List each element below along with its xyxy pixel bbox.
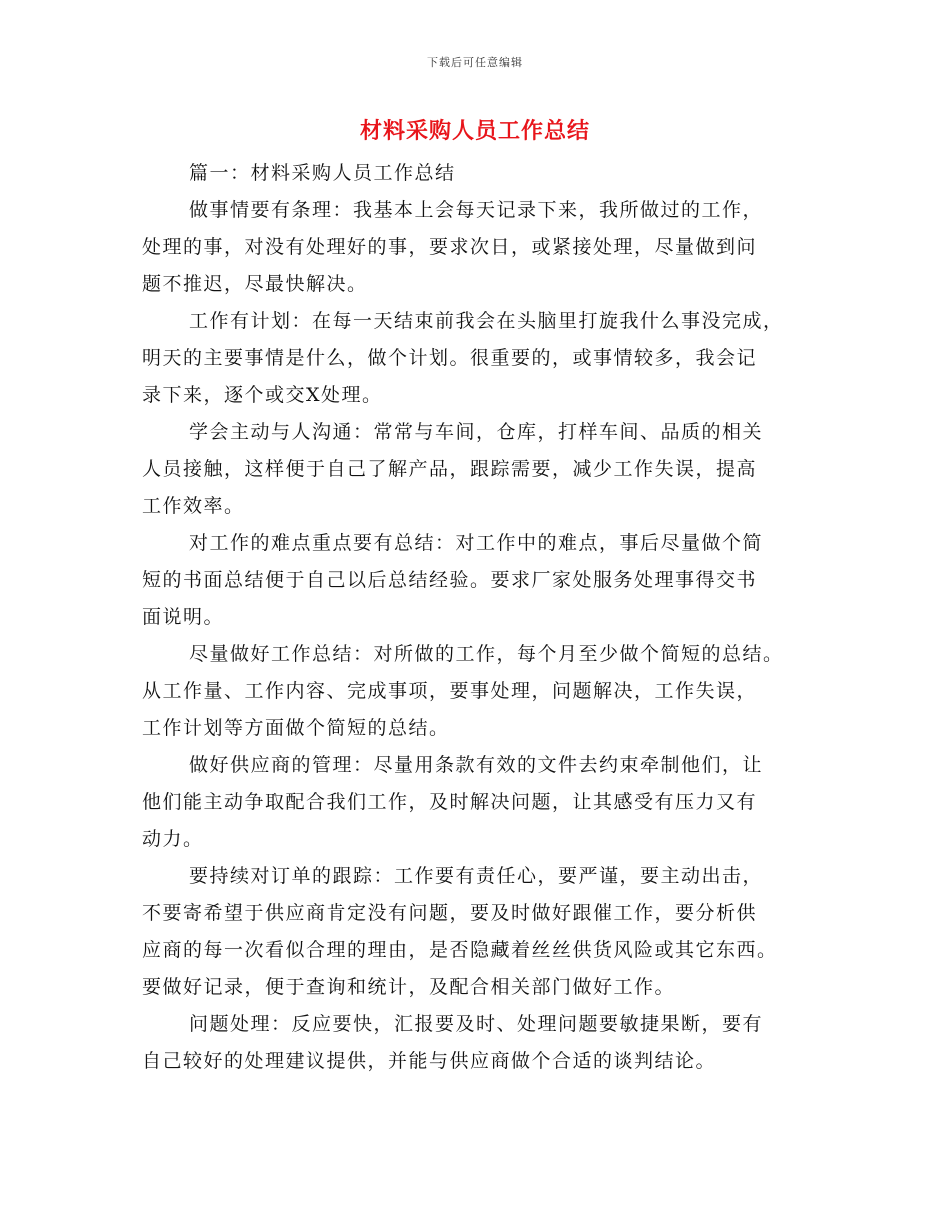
text-line: 工作效率。 <box>142 495 245 517</box>
text-line: 对工作的难点重点要有总结：对工作中的难点，事后尽量做个简 <box>189 532 764 554</box>
paragraph-7 <box>142 858 808 1006</box>
text-line: 工作计划等方面做个简短的总结。 <box>142 717 450 739</box>
text-line: 自己较好的处理建议提供，并能与供应商做个合适的谈判结论。 <box>142 1050 717 1072</box>
text-line: 动力。 <box>142 828 204 850</box>
text-line: 他们能主动争取配合我们工作，及时解决问题，让其感受有压力又有 <box>142 791 758 813</box>
document-title: 材料采购人员工作总结 <box>359 118 590 144</box>
text-line: 篇一：材料采购人员工作总结 <box>189 162 456 184</box>
text-line: 工作有计划：在每一天结束前我会在头脑里打旋我什么事没完成， <box>189 310 784 332</box>
paragraph-3 <box>142 414 808 525</box>
text-line: 面说明。 <box>142 606 225 628</box>
text-line: 录下来，逐个或交X处理。 <box>142 384 383 406</box>
paragraph-1 <box>142 192 808 303</box>
text-line: 要持续对订单的跟踪：工作要有责任心，要严谨，要主动出击， <box>189 865 764 887</box>
text-line: 要做好记录，便于查询和统计，及配合相关部门做好工作。 <box>142 976 676 998</box>
paragraph-6 <box>142 747 808 858</box>
text-line: 明天的主要事情是什么，做个计划。很重要的，或事情较多，我会记 <box>142 347 758 369</box>
paragraph-5 <box>142 636 808 747</box>
text-line: 短的书面总结便于自己以后总结经验。要求厂家处服务处理事得交书 <box>142 569 758 591</box>
paragraph-8 <box>142 1006 808 1080</box>
paragraph-2 <box>142 303 808 414</box>
text-line: 做好供应商的管理：尽量用条款有效的文件去约束牵制他们，让 <box>189 754 764 776</box>
header-note: 下载后可任意编辑 <box>427 56 523 69</box>
text-line: 人员接触，这样便于自己了解产品，跟踪需要，减少工作失误，提高 <box>142 458 758 480</box>
text-line: 学会主动与人沟通：常常与车间，仓库，打样车间、品质的相关 <box>189 421 764 443</box>
text-line: 问题处理：反应要快，汇报要及时、处理问题要敏捷果断，要有 <box>189 1013 764 1035</box>
text-line: 题不推迟，尽最快解决。 <box>142 273 368 295</box>
text-line: 处理的事，对没有处理好的事，要求次日，或紧接处理，尽量做到问 <box>142 236 758 258</box>
text-line: 尽量做好工作总结：对所做的工作，每个月至少做个简短的总结。 <box>189 643 784 665</box>
text-line: 做事情要有条理：我基本上会每天记录下来，我所做过的工作， <box>189 199 764 221</box>
paragraph-4 <box>142 525 808 636</box>
text-line: 应商的每一次看似合理的理由，是否隐藏着丝丝供货风险或其它东西。 <box>142 939 778 961</box>
paragraph-0 <box>142 155 808 192</box>
document-body <box>142 155 808 1080</box>
text-line: 从工作量、工作内容、完成事项，要事处理，问题解决，工作失误， <box>142 680 758 702</box>
text-line: 不要寄希望于供应商肯定没有问题，要及时做好跟催工作，要分析供 <box>142 902 758 924</box>
